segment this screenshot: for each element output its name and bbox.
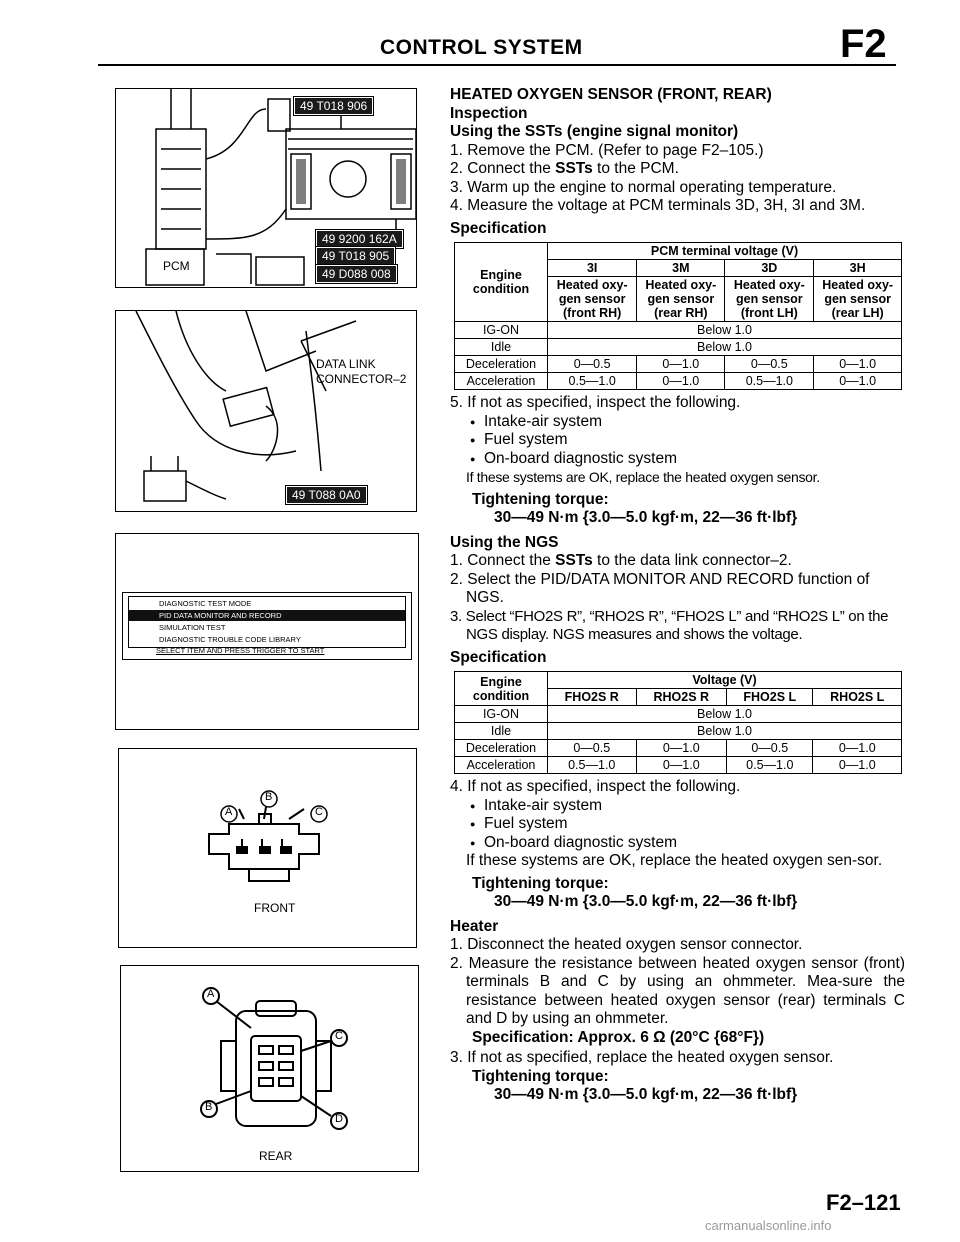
subsection-title: Inspection (450, 104, 528, 122)
figure-rear-connector (120, 965, 419, 1172)
front-caption: FRONT (254, 901, 296, 915)
row-label: Idle (455, 723, 548, 740)
table-row (455, 356, 902, 373)
spec-heading-2: Specification (450, 648, 547, 666)
row-label: Idle (455, 339, 548, 356)
ngs-step-1 (450, 552, 905, 571)
note-replace-1: If these systems are OK, replace the heated oxygen sensor. (466, 469, 820, 485)
page-header-title: CONTROL SYSTEM (380, 36, 583, 59)
ngs-menu-item[interactable]: DIAGNOSTIC TEST MODE (159, 599, 252, 608)
table-row (455, 740, 902, 757)
cell: Below 1.0 (548, 339, 902, 356)
figure-data-link-connector (115, 310, 417, 512)
table-group-header: Voltage (V) (548, 672, 902, 689)
torque-label-3: Tightening torque: (472, 1067, 609, 1085)
data-link-connector-drawing (116, 311, 416, 511)
table-row (455, 723, 902, 740)
dlc2-label: DATA LINK CONNECTOR–2 (316, 357, 407, 386)
torque-value-3: 30—49 N·m {3.0—5.0 kgf·m, 22—36 ft·lbf} (494, 1086, 798, 1103)
bullet-item: ● Fuel system (450, 431, 905, 450)
step-2-pre: 2. Connect the (450, 160, 556, 177)
pcm-label: PCM (163, 259, 190, 273)
col-header: 3H (814, 260, 902, 277)
ngs-menu-item-selected[interactable]: PID DATA MONITOR AND RECORD (129, 610, 405, 621)
tool-tag-49t018906: 49 T018 906 (294, 97, 373, 115)
spec-table-ngs-voltage (454, 671, 902, 774)
cell: 0—1.0 (814, 356, 902, 373)
cell: Below 1.0 (548, 723, 902, 740)
rear-connector-drawing (121, 966, 418, 1171)
cell: 0—1.0 (636, 757, 727, 774)
col-header: RHO2S R (636, 689, 727, 706)
cell: 0—0.5 (548, 356, 637, 373)
bullet-item: ● Intake-air system (450, 797, 905, 816)
front-terminal-a: A (225, 806, 233, 818)
heater-step-2: 2. Measure the resistance between heated oxygen sensor (front) terminals B and C by using an ohmmeter. Mea-sure the resistance between heated oxygen sensor (rear) terminals C and D by using an ohmmeter. (450, 954, 905, 1027)
col-header: 3I (548, 260, 637, 277)
step-4: 4. Measure the voltage at PCM terminals 3D, 3H, 3I and 3M. (450, 197, 866, 214)
note-replace-2: If these systems are OK, replace the heated oxygen sen-sor. (466, 852, 883, 869)
col-header: 3D (725, 260, 814, 277)
front-terminal-b: B (265, 791, 273, 803)
step-2 (450, 160, 905, 179)
row-label: IG-ON (455, 706, 548, 723)
table-engine-header: Engine condition (455, 672, 548, 706)
step-1: 1. Remove the PCM. (Refer to page F2–105.) (450, 141, 764, 159)
row-label: Deceleration (455, 740, 548, 757)
bullet-item: ● On-board diagnostic system (450, 450, 905, 469)
cell: Below 1.0 (548, 322, 902, 339)
rear-terminal-a: A (207, 988, 215, 1000)
table-engine-header: Engine condition (455, 243, 548, 322)
cell: 0—1.0 (813, 740, 902, 757)
torque-value-2: 30—49 N·m {3.0—5.0 kgf·m, 22—36 ft·lbf} (494, 893, 798, 910)
step-5: 5. If not as specified, inspect the following. (450, 394, 741, 411)
table-row (455, 373, 902, 390)
bullet-item: ● On-board diagnostic system (450, 834, 905, 853)
col-desc: Heated oxy-gen sensor (front RH) (548, 277, 637, 322)
ngs-menu-item[interactable]: DIAGNOSTIC TROUBLE CODE LIBRARY (159, 635, 301, 644)
step-4b: 4. If not as specified, inspect the following. (450, 778, 741, 795)
cell: 0—0.5 (725, 356, 814, 373)
cell: 0—0.5 (548, 740, 637, 757)
col-header: 3M (637, 260, 725, 277)
ngs-footer-prompt: SELECT ITEM AND PRESS TRIGGER TO START (156, 646, 325, 655)
torque-value-1: 30—49 N·m {3.0—5.0 kgf·m, 22—36 ft·lbf} (494, 509, 798, 526)
heater-title: Heater (450, 917, 499, 935)
method-title-ngs: Using the NGS (450, 533, 559, 551)
header-rule (98, 64, 896, 66)
figure-ngs-screen (115, 533, 419, 730)
ngs-menu-item[interactable]: SIMULATION TEST (159, 623, 226, 632)
rear-terminal-d: D (335, 1113, 343, 1125)
cell: 0—0.5 (727, 740, 813, 757)
ngs-step-1-pre: 1. Connect the (450, 552, 556, 569)
cell: 0.5—1.0 (727, 757, 813, 774)
tool-tag-499200162a: 49 9200 162A (316, 230, 403, 248)
ngs-screen-inner (128, 596, 406, 648)
step-3: 3. Warm up the engine to normal operating temperature. (450, 178, 837, 196)
page-number: F2–121 (826, 1190, 901, 1215)
cell: Below 1.0 (548, 706, 902, 723)
row-label: Deceleration (455, 356, 548, 373)
table-row (455, 339, 902, 356)
row-label: Acceleration (455, 373, 548, 390)
row-label: IG-ON (455, 322, 548, 339)
spec-heading-1: Specification (450, 219, 547, 237)
table-group-header: PCM terminal voltage (V) (548, 243, 902, 260)
col-desc: Heated oxy-gen sensor (rear LH) (814, 277, 902, 322)
step-2-bold: SSTs (555, 160, 593, 177)
tool-tag-49t018905: 49 T018 905 (316, 247, 395, 265)
cell: 0—1.0 (637, 373, 725, 390)
rear-terminal-c: C (335, 1030, 343, 1042)
step-2-post: to the PCM. (592, 160, 679, 177)
bullet-item: ● Fuel system (450, 815, 905, 834)
col-header: FHO2S R (548, 689, 637, 706)
tool-tag-49t0880a0: 49 T088 0A0 (286, 486, 367, 504)
figure-front-connector (118, 748, 417, 948)
rear-caption: REAR (259, 1149, 293, 1163)
ngs-step-2: 2. Select the PID/DATA MONITOR AND RECORD function of NGS. (450, 570, 870, 606)
heater-step-3: 3. If not as specified, replace the heated oxygen sensor. (450, 1049, 834, 1066)
table-row (455, 757, 902, 774)
cell: 0—1.0 (813, 757, 902, 774)
table-row (455, 322, 902, 339)
figure-engine-signal-monitor (115, 88, 417, 288)
row-label: Acceleration (455, 757, 548, 774)
spec-table-pcm-voltage (454, 242, 902, 390)
torque-label-2: Tightening torque: (472, 874, 609, 892)
cell: 0—1.0 (814, 373, 902, 390)
section-title: HEATED OXYGEN SENSOR (FRONT, REAR) (450, 86, 772, 103)
ngs-step-3: 3. Select “FHO2S R”, “RHO2S R”, “FHO2S L” and “RHO2S L” on the NGS display. NGS measures and shows the voltage. (450, 607, 889, 643)
col-header: RHO2S L (813, 689, 902, 706)
rear-terminal-b: B (205, 1101, 213, 1113)
content-column (450, 86, 905, 1105)
tool-tag-49d088008: 49 D088 008 (316, 265, 397, 283)
cell: 0.5—1.0 (725, 373, 814, 390)
table-row (455, 706, 902, 723)
col-desc: Heated oxy-gen sensor (front LH) (725, 277, 814, 322)
section-code: F2 (840, 22, 887, 66)
col-header: FHO2S L (727, 689, 813, 706)
front-connector-drawing (119, 749, 416, 947)
heater-spec: Specification: Approx. 6 Ω (20°C {68°F}) (472, 1028, 765, 1046)
torque-label-1: Tightening torque: (472, 490, 609, 508)
bullet-item: ● Intake-air system (450, 413, 905, 432)
ngs-step-1-bold: SSTs (555, 552, 593, 569)
col-desc: Heated oxy-gen sensor (rear RH) (637, 277, 725, 322)
method-title-sst: Using the SSTs (engine signal monitor) (450, 123, 739, 140)
ngs-step-1-post: to the data link connector–2. (592, 552, 792, 569)
cell: 0—1.0 (636, 740, 727, 757)
cell: 0.5—1.0 (548, 757, 637, 774)
heater-step-1: 1. Disconnect the heated oxygen sensor connector. (450, 936, 803, 953)
cell: 0—1.0 (637, 356, 725, 373)
cell: 0.5—1.0 (548, 373, 637, 390)
watermark: carmanualsonline.info (705, 1218, 832, 1233)
front-terminal-c: C (315, 806, 323, 818)
